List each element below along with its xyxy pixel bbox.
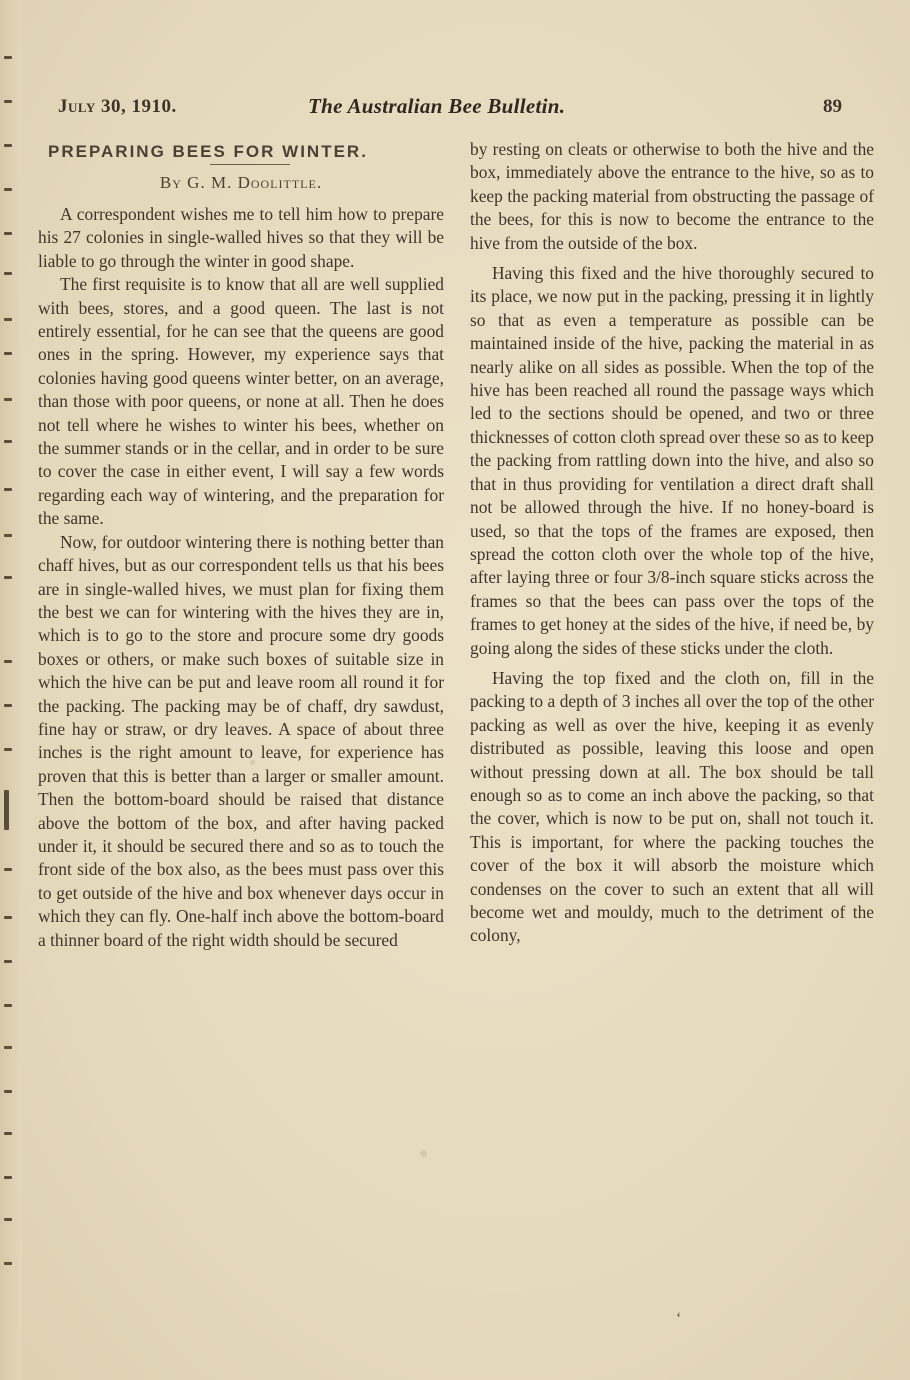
stitch-mark (4, 1132, 12, 1135)
stitch-mark (4, 1262, 12, 1265)
stitch-mark (4, 488, 12, 491)
stitch-mark (4, 534, 12, 537)
stitch-mark (4, 144, 12, 147)
stitch-mark (4, 576, 12, 579)
stitch-mark (4, 318, 12, 321)
stitch-mark (4, 960, 12, 963)
stitch-mark (4, 398, 12, 401)
article-title: PREPARING BEES FOR WINTER. (48, 142, 368, 161)
paragraph: Now, for outdoor wintering there is nothing better than chaff hives, but as our correspondent tells us that his bees are in single-walled hives, we must plan for fixing them the best we can for wintering with the hives they are in, which is to go to the store and procure some dry goods boxes or others, or make such boxes of suitable size in which the hive can be put and leave room all round it for the packing. The packing may be of chaff, dry sawdust, fine hay or straw, or dry leaves. A space of about three inches is the right amount to leave, for experience has proven that this is better than a larger or smaller amount. Then the bottom-board should be raised that distance above the bottom of the box, and after having packed under it, it should be secured there and so as to touch the front side of the box also, as the bees must pass over this to get outside of the hive and box whenever days occur in which they can fly. One-half inch above the bottom-board a thinner board of the right width should be secured (38, 531, 444, 950)
stitch-mark (4, 352, 12, 355)
stitch-mark (4, 1218, 12, 1221)
paragraph: A correspondent wishes me to tell him how to prepare his 27 colonies in single-walled hives so that they will be liable to go through the winter in good shape. (38, 204, 444, 271)
stitch-mark (4, 1176, 12, 1179)
running-header (0, 96, 910, 126)
stitch-mark (4, 868, 12, 871)
issue-date: July 30, 1910. (58, 96, 177, 117)
page-number: 89 (823, 96, 842, 117)
stitch-mark (4, 1004, 12, 1007)
footer-mark: ʻ (676, 1310, 682, 1327)
stitch-mark (4, 188, 12, 191)
stitch-mark (4, 272, 12, 275)
paragraph: Having this fixed and the hive thoroughly secured to its place, we now put in the packing, pressing it in lightly so that as even a temperature as possible can be maintained inside of the hive, packing the material in as nearly alike on all sides as possible. When the top of the hive has been reached all round the passage ways which led to the sections should be opened, and two or three thicknesses of cotton cloth spread over these so as to keep the packing from rattling down into the hive, and also so that in thus providing for ventilation a direct draft shall not be allowed through the hive. If no honey-board is used, so that the tops of the frames are exposed, then spread the cotton cloth over the whole top of the hive, after laying three or four 3/8-inch square sticks across the frames so that the bees can pass over the tops of the frames to get honey at the sides of the hive, if need be, by going along the sides of these sticks under the cloth. (470, 263, 874, 658)
paragraph-continued: by resting on cleats or otherwise to both the hive and the box, immediately above the entrance to the hive, so as to keep the packing material from obstructing the passage of the bees, for this is now to become the entrance to the hive from the outside of the box. (470, 139, 874, 253)
stitch-mark (4, 704, 12, 707)
stitch-mark (4, 916, 12, 919)
stitch-mark (4, 1090, 12, 1093)
paragraph: Having the top fixed and the cloth on, fill in the packing to a depth of 3 inches all over the top of the other packing as well as over the hive, keeping it as evenly distributed as possible, leaving this loose and open without pressing down at all. The box should be tall enough so as to come an inch above the packing, so that the cover, which is now to be put on, shall not touch it. This is important, for where the packing touches the cover of the box it will absorb the moisture which condenses on the cover to such an extent that all will become wet and mouldy, much to the detriment of the colony, (470, 667, 874, 946)
left-column (38, 138, 444, 952)
publication-title: The Australian Bee Bulletin. (308, 94, 566, 118)
stitch-mark (4, 1046, 12, 1049)
stitch-mark (4, 56, 12, 59)
stitch-mark (4, 790, 9, 830)
binding-edge (0, 0, 22, 1380)
stitch-mark (4, 748, 12, 751)
right-column (470, 138, 874, 948)
paper-speck (420, 1150, 427, 1157)
title-rule (210, 164, 290, 165)
paragraph: The first requisite is to know that all are well supplied with bees, stores, and a good queen. The last is not entirely essential, for he can see that the queens are good ones in the spring. However, my experience says that colonies having good queens winter better, on an average, than those with poor queens, or none at all. Then he does not tell where he wishes to winter his bees, whether on the summer stands or in the cellar, and in order to be sure to cover the case in either event, I will say a few words regarding each way of wintering, and the preparation for the same. (38, 274, 444, 529)
stitch-mark (4, 232, 12, 235)
stitch-mark (4, 660, 12, 663)
stitch-mark (4, 440, 12, 443)
byline: By G. M. Doolittle. (159, 173, 323, 192)
